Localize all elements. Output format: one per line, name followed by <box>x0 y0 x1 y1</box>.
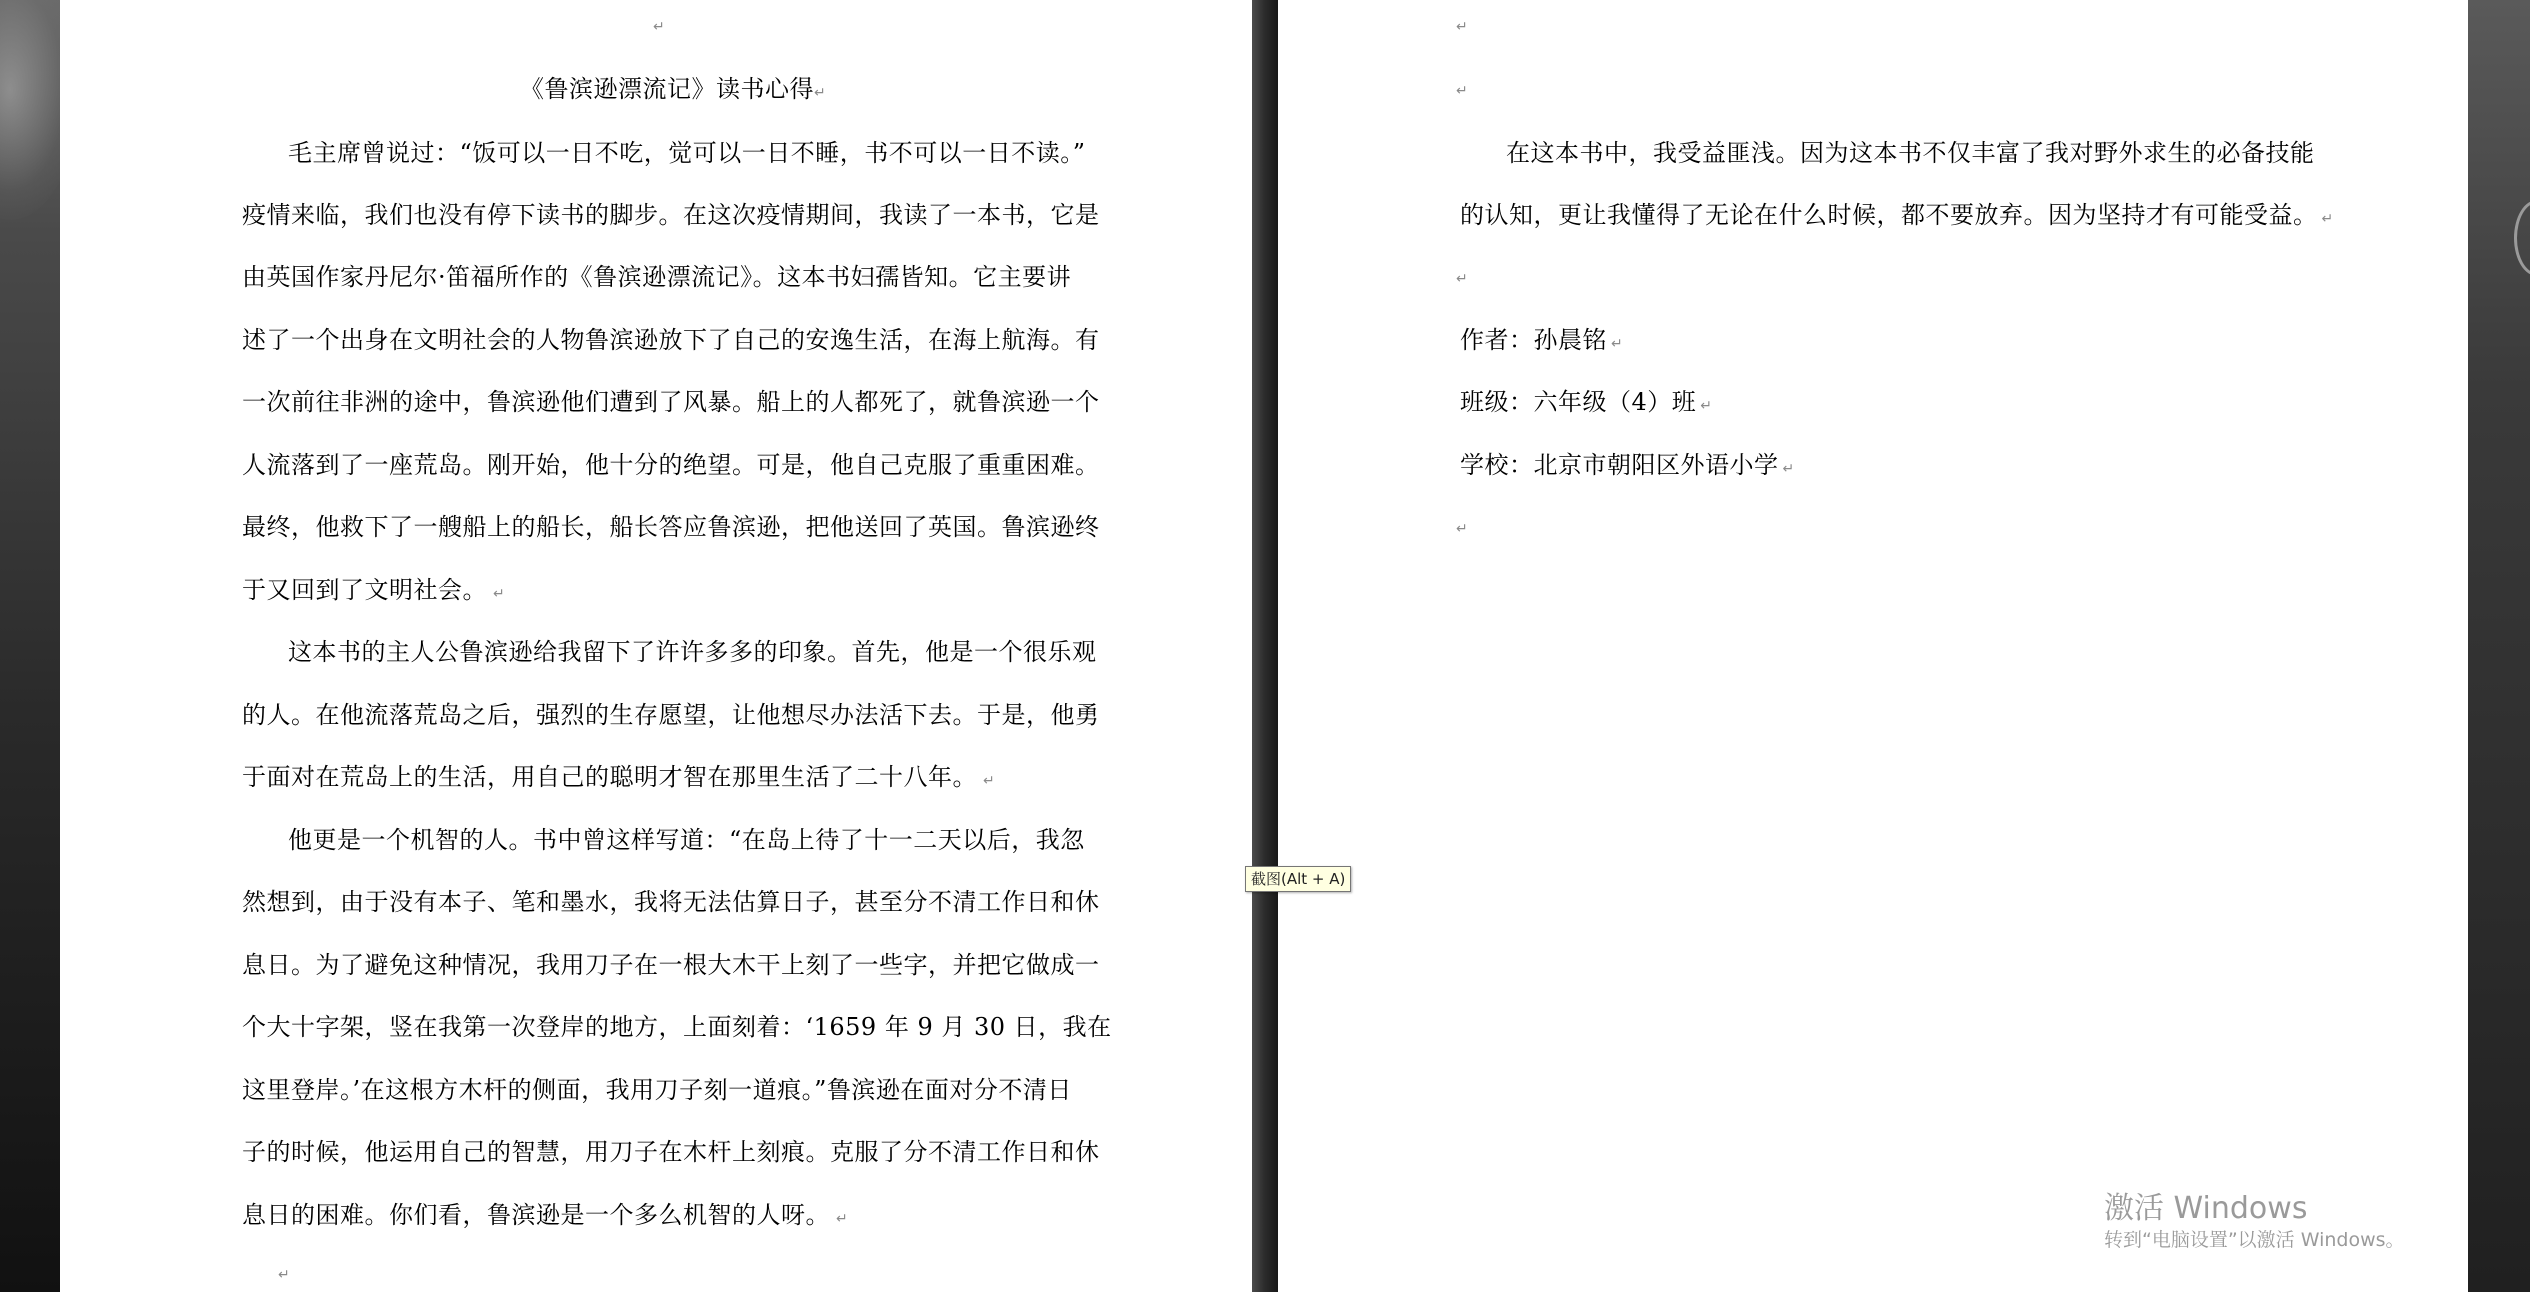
author-line: 作者：孙晨铭 ↵ <box>1460 326 1624 354</box>
body-line: 在这本书中，我受益匪浅。因为这本书不仅丰富了我对野外求生的必备技能 <box>1506 139 2315 167</box>
paragraph-mark-icon: ↵ <box>2321 211 2334 227</box>
paragraph-mark-icon: ↵ <box>493 586 506 602</box>
desktop-background-left <box>0 0 60 1292</box>
paragraph-mark-icon: ↵ <box>653 19 665 35</box>
screenshot-tooltip: 截图(Alt + A) <box>1245 866 1351 892</box>
body-line: 人流落到了一座荒岛。刚开始，他十分的绝望。可是，他自己克服了重重困难。 <box>242 451 1100 479</box>
paragraph-mark-icon: ↵ <box>983 773 996 789</box>
paragraph-mark-icon: ↵ <box>1700 398 1713 414</box>
body-line: 述了一个出身在文明社会的人物鲁滨逊放下了自己的安逸生活，在海上航海。有 <box>242 326 1100 354</box>
paragraph-mark-icon: ↵ <box>278 1267 290 1283</box>
paragraph-mark-icon: ↵ <box>1782 461 1795 477</box>
body-line: 这里登岸。’在这根方木杆的侧面，我用刀子刻一道痕。”鲁滨逊在面对分不清日 <box>242 1076 1072 1104</box>
body-line: 一次前往非洲的途中，鲁滨逊他们遭到了风暴。船上的人都死了，就鲁滨逊一个 <box>242 388 1100 416</box>
paragraph-mark-icon: ↵ <box>1611 336 1624 352</box>
paragraph-mark-icon: ↵ <box>836 1211 849 1227</box>
page-gap <box>1252 0 1278 1292</box>
body-line: 个大十字架，竖在我第一次登岸的地方，上面刻着：‘1659 年 9 月 30 日，我在 <box>242 1013 1112 1041</box>
body-line: 这本书的主人公鲁滨逊给我留下了许许多多的印象。首先，他是一个很乐观 <box>288 638 1097 666</box>
paragraph-mark-icon: ↵ <box>814 85 827 101</box>
paragraph-mark-icon: ↵ <box>1456 19 1468 35</box>
body-line: 子的时候，他运用自己的智慧，用刀子在木杆上刻痕。克服了分不清工作日和休 <box>242 1138 1100 1166</box>
school-line: 学校：北京市朝阳区外语小学 ↵ <box>1460 451 1795 479</box>
document-title: 《鲁滨逊漂流记》读书心得↵ <box>520 75 827 103</box>
document-page-right[interactable] <box>1278 0 2468 1292</box>
body-line: 息日。为了避免这种情况，我用刀子在一根大木干上刻了一些字，并把它做成一 <box>242 951 1100 979</box>
activate-windows-title: 激活 Windows <box>2104 1191 2308 1226</box>
body-line: 他更是一个机智的人。书中曾这样写道：“在岛上待了十一二天以后，我忽 <box>288 826 1085 854</box>
body-line: 最终，他救下了一艘船上的船长，船长答应鲁滨逊，把他送回了英国。鲁滨逊终 <box>242 513 1100 541</box>
body-line: 于面对在荒岛上的生活，用自己的聪明才智在那里生活了二十八年。 ↵ <box>242 763 996 791</box>
body-line: 毛主席曾说过：“饭可以一日不吃，觉可以一日不睡，书不可以一日不读。” <box>288 139 1086 167</box>
body-line: 息日的困难。你们看，鲁滨逊是一个多么机智的人呀。 ↵ <box>242 1201 849 1229</box>
body-line: 的人。在他流落荒岛之后，强烈的生存愿望，让他想尽办法活下去。于是，他勇 <box>242 701 1100 729</box>
body-line: 然想到，由于没有本子、笔和墨水，我将无法估算日子，甚至分不清工作日和休 <box>242 888 1100 916</box>
class-line: 班级：六年级（4）班 ↵ <box>1460 388 1713 416</box>
body-line: 疫情来临，我们也没有停下读书的脚步。在这次疫情期间，我读了一本书，它是 <box>242 201 1100 229</box>
desktop-background-right <box>2468 0 2530 1292</box>
paragraph-mark-icon: ↵ <box>1456 83 1468 99</box>
body-line: 的认知，更让我懂得了无论在什么时候，都不要放弃。因为坚持才有可能受益。 ↵ <box>1460 201 2334 229</box>
body-line: 由英国作家丹尼尔·笛福所作的《鲁滨逊漂流记》。这本书妇孺皆知。它主要讲 <box>242 263 1072 291</box>
document-page-left[interactable] <box>60 0 1252 1292</box>
window-edge-decoration <box>2514 200 2530 276</box>
activate-windows-subtitle: 转到“电脑设置”以激活 Windows。 <box>2104 1229 2405 1251</box>
paragraph-mark-icon: ↵ <box>1456 271 1468 287</box>
paragraph-mark-icon: ↵ <box>1456 521 1468 537</box>
body-line: 于又回到了文明社会。 ↵ <box>242 576 506 604</box>
